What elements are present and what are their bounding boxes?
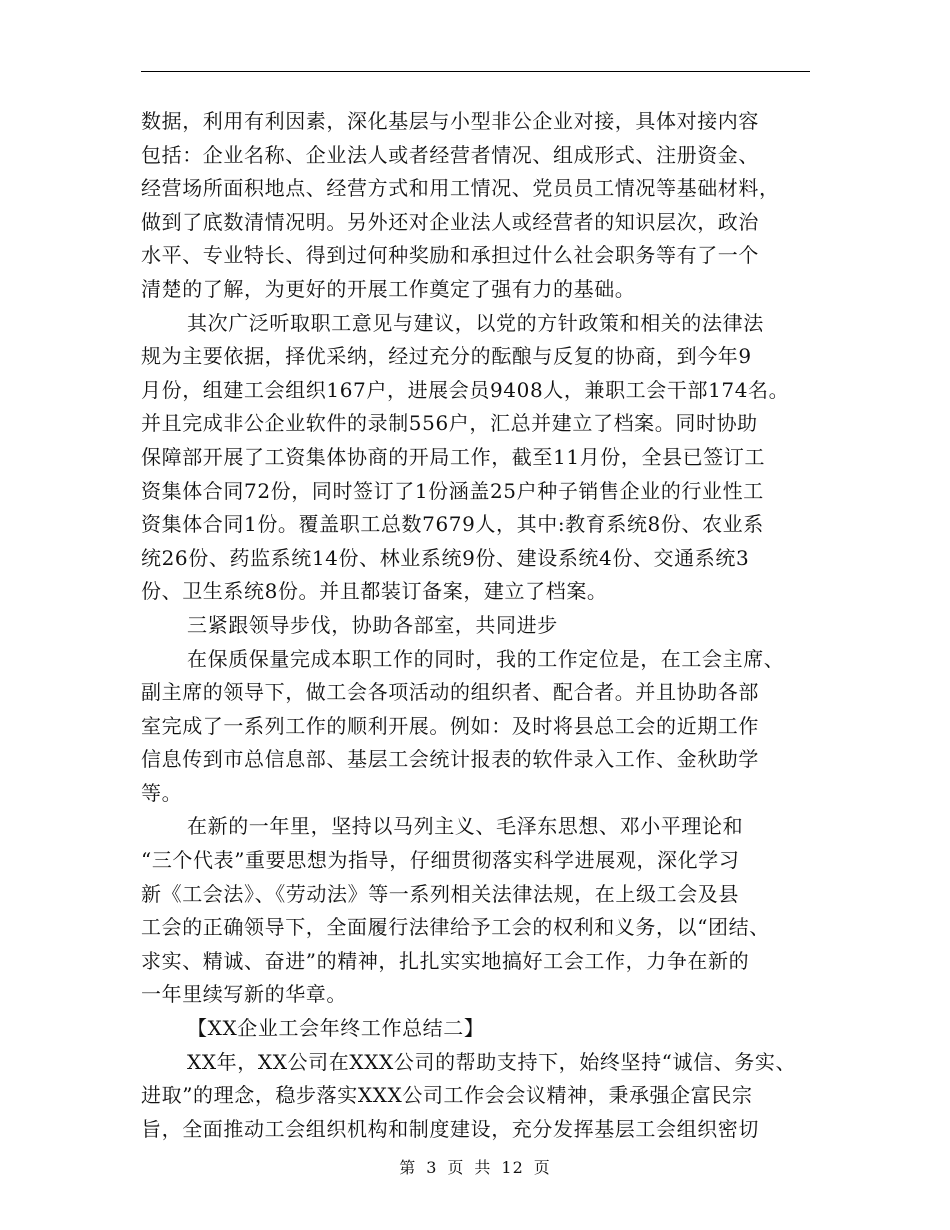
text-line: 份、卫生系统8份。并且都装订备案，建立了档案。 xyxy=(141,579,608,604)
text-line: 资集体合同1份。覆盖职工总数7679人，其中:教育系统8份、农业系 xyxy=(141,512,764,537)
text-line: 副主席的领导下，做工会各项活动的组织者、配合者。并且协助各部 xyxy=(141,680,759,705)
page-footer xyxy=(0,1155,950,1178)
paragraph-start-line: 在新的一年里，坚持以马列主义、毛泽东思想、邓小平理论和 xyxy=(187,814,744,839)
section-heading: 三紧跟领导步伐，协助各部室，共同进步 xyxy=(187,612,558,637)
text-line: 经营场所面积地点、经营方式和用工情况、党员员工情况等基础材料， xyxy=(141,176,780,201)
text-line: 新《工会法》、《劳动法》等一系列相关法律法规，在上级工会及县 xyxy=(141,881,739,906)
text-line: “三个代表”重要思想为指导，仔细贯彻落实科学进展观，深化学习 xyxy=(141,848,740,873)
total-pages: 12 xyxy=(501,1158,524,1177)
text-line: 清楚的了解，为更好的开展工作奠定了强有力的基础。 xyxy=(141,276,636,301)
text-line: 等。 xyxy=(141,780,183,805)
text-line: 旨，全面推动工会组织机构和制度建设，充分发挥基层工会组织密切 xyxy=(141,1116,759,1141)
page-label: 第 xyxy=(399,1158,417,1177)
text-line: 信息传到市总信息部、基层工会统计报表的软件录入工作、金秋助学 xyxy=(141,747,759,772)
text-line: 室完成了一系列工作的顺利开展。例如：及时将县总工会的近期工作 xyxy=(141,713,759,738)
text-line: 统26份、药监系统14份、林业系统9份、建设系统4份、交通系统3 xyxy=(141,545,750,570)
page-number: 3 xyxy=(426,1158,438,1177)
text-line: 做到了底数清情况明。另外还对企业法人或经营者的知识层次，政治 xyxy=(141,209,759,234)
header-rule xyxy=(141,71,810,72)
page-unit: 页 xyxy=(447,1158,465,1177)
total-label: 共 xyxy=(474,1158,492,1177)
text-line: 工会的正确领导下，全面履行法律给予工会的权利和义务，以“团结、 xyxy=(141,915,770,940)
text-line: 水平、专业特长、得到过何种奖励和承担过什么社会职务等有了一个 xyxy=(141,243,759,268)
paragraph-start-line: XX年，XX公司在XXX公司的帮助支持下，始终坚持“诚信、务实、 xyxy=(187,1049,797,1074)
text-line: 数据，利用有利因素，深化基层与小型非公企业对接，具体对接内容 xyxy=(141,109,759,133)
paragraph-start-line: 在保质保量完成本职工作的同时，我的工作定位是，在工会主席、 xyxy=(187,646,785,671)
text-line: 保障部开展了工资集体协商的开局工作，截至11月份，全县已签订工 xyxy=(141,444,766,469)
text-line: 包括：企业名称、企业法人或者经营者情况、组成形式、注册资金、 xyxy=(141,142,759,167)
text-line: 进取”的理念，稳步落实XXX公司工作会会议精神，秉承强企富民宗 xyxy=(141,1083,753,1108)
total-unit: 页 xyxy=(533,1158,551,1177)
text-line: 资集体合同72份，同时签订了1份涵盖25户种子销售企业的行业性工 xyxy=(141,478,764,503)
text-line: 月份，组建工会组织167户，进展会员9408人，兼职工会干部174名。 xyxy=(141,377,790,402)
section-title: 【XX企业工会年终工作总结二】 xyxy=(187,1016,485,1041)
document-body xyxy=(141,105,821,1146)
text-line: 一年里续写新的华章。 xyxy=(141,982,347,1007)
text-line: 并且完成非公企业软件的录制556户，汇总并建立了档案。同时协助 xyxy=(141,411,758,436)
text-line: 规为主要依据，择优采纳，经过充分的酝酿与反复的协商，到今年9 xyxy=(141,344,752,369)
text-line: 求实、精诚、奋进”的精神，扎扎实实地搞好工会工作，力争在新的 xyxy=(141,948,750,973)
paragraph-start-line: 其次广泛听取职工意见与建议，以党的方针政策和相关的法律法 xyxy=(187,310,764,335)
